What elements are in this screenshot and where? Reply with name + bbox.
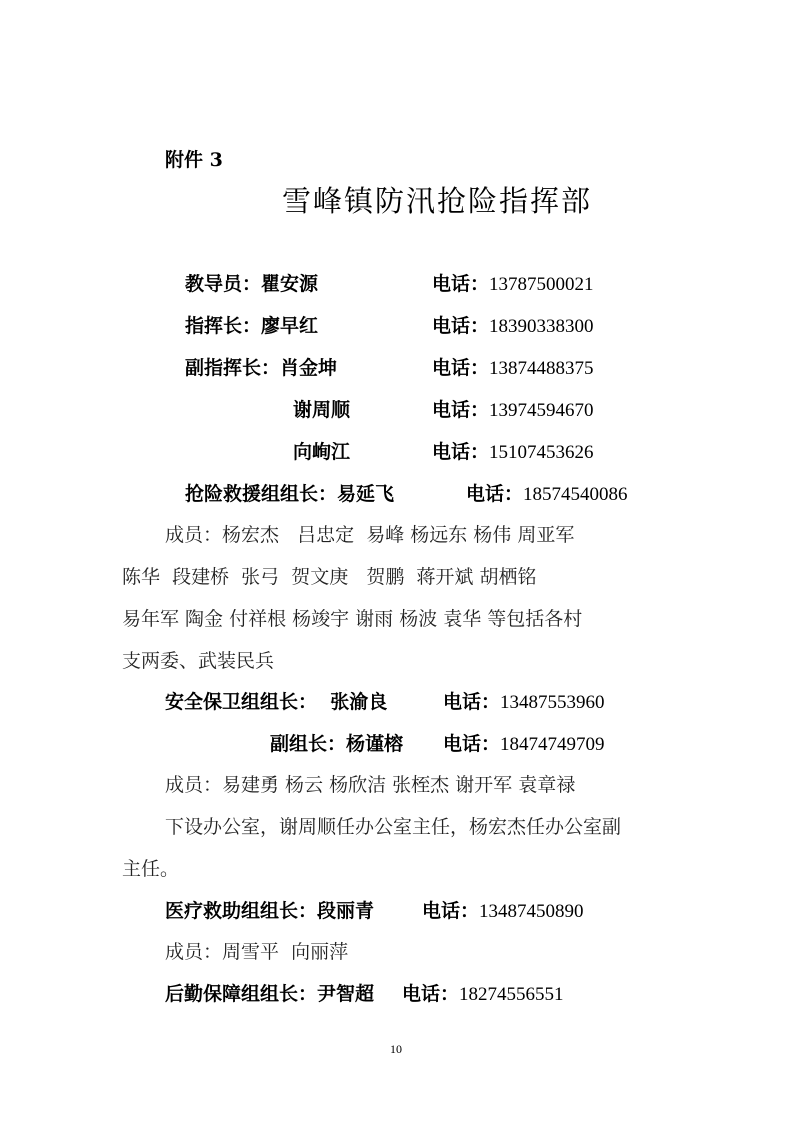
page-title: 雪峰镇防汛抢险指挥部	[282, 184, 593, 218]
logistics-group-phone	[402, 982, 564, 1007]
medical-group-phone	[422, 899, 584, 924]
phone-label: 电话：	[432, 441, 490, 463]
leader-role: 副指挥长：	[185, 357, 281, 379]
phone-number: 13487553960	[500, 692, 605, 713]
phone-label: 电话：	[402, 983, 460, 1005]
phone-label: 电话：	[432, 273, 490, 295]
rescue-members-line: 成员：杨宏杰 吕忠定 易峰 杨远东 杨伟 周亚军	[165, 524, 575, 546]
security-group-phone	[443, 690, 605, 715]
security-note-line: 下设办公室，谢周顺任办公室主任，杨宏杰任办公室副	[165, 816, 622, 838]
phone-label: 电话：	[432, 399, 490, 421]
phone-number: 18390338300	[489, 316, 594, 337]
phone-label: 电话：	[422, 900, 480, 922]
leader-phone	[432, 440, 594, 465]
leader-name: 瞿安源	[261, 273, 319, 295]
leader-name: 谢周顺	[293, 399, 351, 421]
leader-phone	[432, 272, 594, 297]
phone-number: 13974594670	[489, 400, 594, 421]
phone-number: 15107453626	[489, 442, 594, 463]
leader-row	[185, 356, 337, 380]
rescue-members-line: 陈华 段建桥 张弓 贺文庚 贺鹏 蒋开斌 胡栖铭	[122, 566, 537, 588]
security-note-line: 主任。	[122, 858, 180, 880]
leader-phone	[432, 314, 594, 339]
security-deputy-phone	[443, 732, 605, 757]
leader-phone	[432, 398, 594, 423]
phone-label: 电话：	[466, 483, 524, 505]
attachment-label: 附件 3	[165, 149, 223, 171]
security-deputy: 副组长：杨谨榕	[270, 733, 404, 755]
phone-label: 电话：	[432, 357, 490, 379]
leader-role: 指挥长：	[185, 315, 262, 337]
phone-number: 13787500021	[489, 274, 594, 295]
logistics-group-head: 后勤保障组组长：尹智超	[165, 983, 375, 1005]
phone-number: 18574540086	[523, 484, 628, 505]
leader-role: 教导员：	[185, 273, 262, 295]
leader-phone	[432, 356, 594, 381]
rescue-members-line: 支两委、武装民兵	[122, 650, 275, 672]
leader-name: 廖早红	[261, 315, 319, 337]
leader-name: 肖金坤	[280, 357, 338, 379]
rescue-group-phone	[466, 482, 628, 507]
phone-number: 18274556551	[459, 984, 564, 1005]
phone-number: 13874488375	[489, 358, 594, 379]
security-group-head: 安全保卫组组长： 张渝良	[165, 691, 388, 713]
medical-group-head: 医疗救助组组长：段丽青	[165, 900, 375, 922]
phone-label: 电话：	[443, 691, 501, 713]
phone-label: 电话：	[432, 315, 490, 337]
rescue-group-head: 抢险救援组组长：易延飞	[185, 483, 395, 505]
rescue-members-line: 易年军 陶金 付祥根 杨竣宇 谢雨 杨波 袁华 等包括各村	[122, 608, 583, 630]
phone-label: 电话：	[443, 733, 501, 755]
leader-row	[185, 272, 318, 296]
security-members: 成员：易建勇 杨云 杨欣洁 张桎杰 谢开军 袁章禄	[165, 774, 576, 796]
leader-row	[185, 314, 318, 338]
leader-row	[293, 440, 350, 464]
phone-number: 18474749709	[500, 734, 605, 755]
leader-name: 向峋江	[293, 441, 351, 463]
page-number: 10	[390, 1042, 402, 1056]
phone-number: 13487450890	[479, 901, 584, 922]
leader-row	[293, 398, 350, 422]
medical-members: 成员：周雪平 向丽萍	[165, 941, 349, 963]
